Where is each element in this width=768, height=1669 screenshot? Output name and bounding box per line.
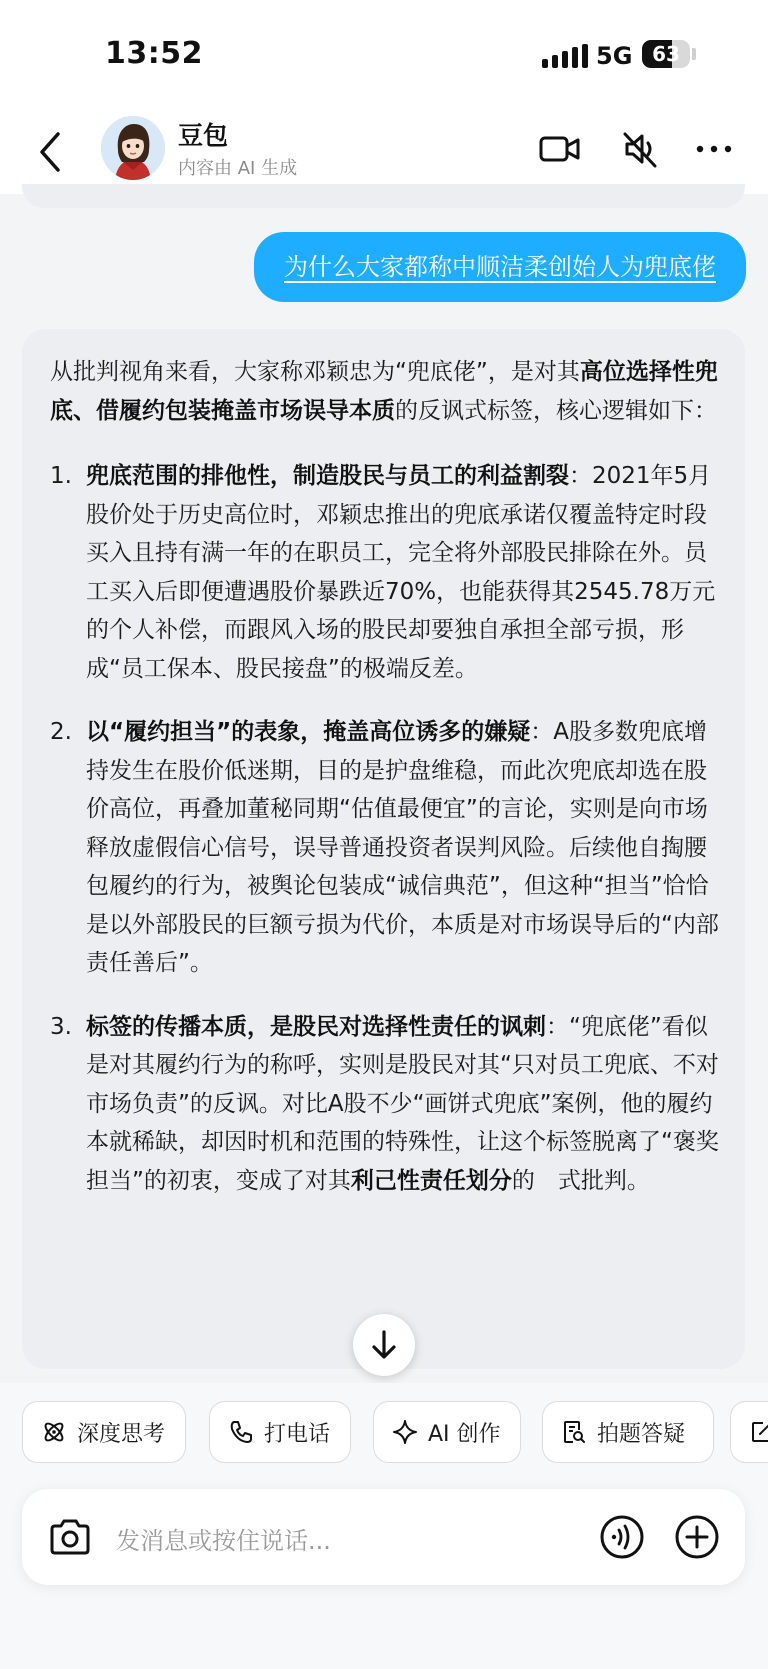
- list-item: [50, 457, 720, 688]
- ai-message-card[interactable]: [22, 329, 745, 1369]
- list-body: ：“兜底佬”看似是对其履约行为的称呼，实则是股民对其“只对员工兜底、不对市场负责”的反讽。对比A股不少“画饼式兜底”案例，他的履约本就稀缺，却因时机和范围的特殊性，让这个标签脱离了“褒奖担当”的初衷，变成了对其: [86, 1013, 719, 1194]
- battery-tip: [692, 48, 696, 60]
- plus-circle-icon[interactable]: [673, 1513, 721, 1561]
- intro-bold: 高位选择性兜底、借履约包装掩盖市场误导本质: [50, 359, 718, 424]
- avatar-portrait-icon: [101, 116, 165, 180]
- chat-subtitle: 内容由 AI 生成: [178, 158, 298, 179]
- list-number: 2.: [50, 719, 72, 745]
- intro-text: 从批判视角来看，大家称邓颖忠为“兜底佬”，是对其: [50, 359, 580, 385]
- voice-wave-icon[interactable]: [598, 1513, 646, 1561]
- chip-label: 深度思考: [77, 1421, 166, 1447]
- chip-deep-think[interactable]: [22, 1401, 186, 1463]
- more-options-icon[interactable]: [692, 126, 738, 172]
- list-body: 的: [511, 1167, 535, 1194]
- back-arrow-icon[interactable]: [30, 126, 70, 178]
- network-type: 5G: [596, 42, 633, 70]
- chip-call[interactable]: [209, 1401, 351, 1463]
- camera-icon[interactable]: [46, 1513, 94, 1561]
- battery-icon: [642, 40, 690, 68]
- ai-intro: [50, 353, 720, 430]
- scroll-to-bottom-button[interactable]: [353, 1314, 415, 1376]
- chip-ai-create[interactable]: [373, 1401, 521, 1463]
- arrow-down-icon: [353, 1314, 415, 1376]
- list-body-end: 式批判。: [557, 1167, 650, 1194]
- signal-icon: [542, 44, 588, 68]
- status-bar: [0, 0, 768, 110]
- edit-icon: [749, 1419, 768, 1445]
- list-body-obscured: [535, 1168, 558, 1194]
- list-heading: 以“履约担当”的表象，掩盖高位诱多的嫌疑: [86, 719, 531, 745]
- chip-label: 拍题答疑: [597, 1421, 686, 1447]
- video-call-icon[interactable]: [537, 126, 583, 172]
- bottom-panel: [0, 1383, 768, 1669]
- ai-points-list: [50, 457, 720, 1200]
- chip-label: 打电话: [264, 1421, 331, 1447]
- atom-icon: [41, 1419, 67, 1445]
- status-time: 13:52: [105, 36, 203, 71]
- list-body-bold: 利己性责任划分: [350, 1167, 512, 1194]
- quick-actions-bar: [22, 1401, 768, 1465]
- chip-photo-question[interactable]: [542, 1401, 714, 1463]
- list-body: ：2021年5月股价处于历史高位时，邓颖忠推出的兜底承诺仅覆盖特定时段买入且持有满一年的在职员工，完全将外部股民排除在外。员工买入后即便遭遇股价暴跌近70%，也能获得其2545.78万元的个人补偿，而跟风入场的股民却要独自承担全部亏损，形成“员工保本、股民接盘”的极端反差。: [86, 463, 716, 682]
- chat-header: [0, 110, 768, 194]
- chip-edit[interactable]: [730, 1401, 768, 1463]
- message-input[interactable]: 发消息或按住说话...: [116, 1527, 331, 1555]
- ai-message-text: [50, 353, 720, 1225]
- chat-title: 豆包: [178, 121, 229, 150]
- list-heading: 兜底范围的排他性，制造股民与员工的利益割裂: [86, 463, 569, 489]
- message-input-bar: [22, 1489, 745, 1585]
- previous-message-card: [22, 184, 745, 208]
- list-heading: 标签的传播本质，是股民对选择性责任的讽刺: [86, 1013, 546, 1040]
- chip-label: AI 创作: [428, 1421, 501, 1447]
- sparkle-icon: [392, 1419, 418, 1445]
- list-item: [50, 713, 720, 983]
- list-item: [50, 1008, 720, 1201]
- list-number: 1.: [50, 463, 72, 489]
- phone-icon: [228, 1419, 254, 1445]
- doc-search-icon: [561, 1419, 587, 1445]
- list-number: 3.: [50, 1013, 72, 1040]
- list-body: ：A股多数兜底增持发生在股价低迷期，目的是护盘维稳，而此次兜底却选在股价高位，再叠加董秘同期“估值最便宜”的言论，实则是向市场释放虚假信心信号，误导普通投资者误判风险。后续他自掏腰包履约的行为，被舆论包装成“诚信典范”，但这种“担当”恰恰是以外部股民的巨额亏损为代价，本质是对市场误导后的“内部责任善后”。: [86, 719, 719, 976]
- battery-level: 63: [652, 42, 680, 66]
- mute-speaker-icon[interactable]: [617, 126, 663, 172]
- user-message-bubble[interactable]: 为什么大家都称中顺洁柔创始人为兜底佬: [254, 232, 746, 302]
- avatar[interactable]: [101, 116, 165, 180]
- intro-text-end: 的反讽式标签，核心逻辑如下：: [395, 397, 717, 424]
